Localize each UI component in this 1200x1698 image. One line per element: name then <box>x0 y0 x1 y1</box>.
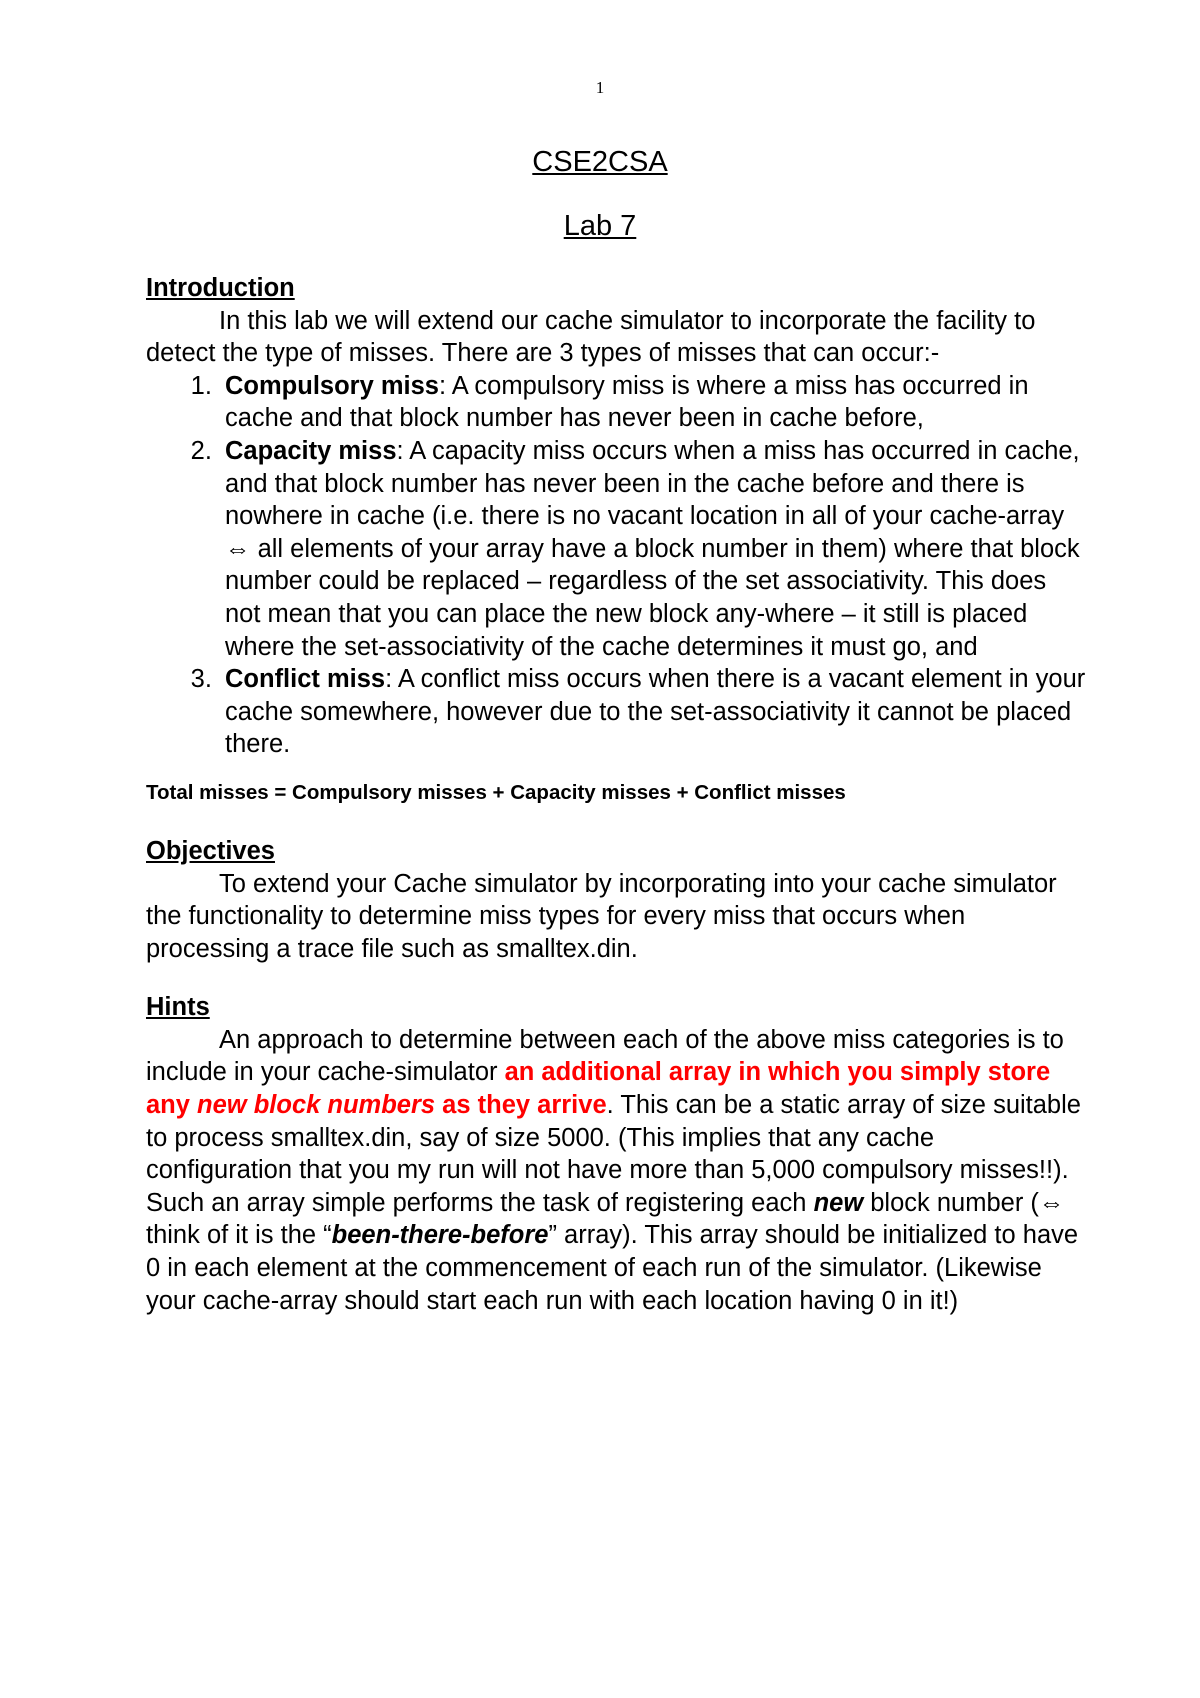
course-title: CSE2CSA <box>532 146 668 178</box>
hints-red-italic: new block numbers <box>197 1091 436 1120</box>
lab-title: Lab 7 <box>563 210 637 242</box>
objectives-paragraph: To extend your Cache simulator by incorporating into your cache simulator the functionality to determine miss types for every miss that occurs when processing a trace file such as smalltex.din. <box>146 869 1057 963</box>
hints-red-2: as they arrive <box>435 1091 607 1120</box>
hints-red-1: an additional array in which you simply store any <box>146 1058 1051 1120</box>
conflict-text: : A conflict miss occurs when there is a vacant element in your cache somewhere, however due to the set-associativity it cannot be placed there. <box>225 665 1086 759</box>
hints-paragraph <box>146 1024 1086 1317</box>
objectives-heading: Objectives <box>146 836 275 865</box>
list-item-conflict <box>219 663 1086 761</box>
compulsory-text: : A compulsory miss is where a miss has occurred in cache and that block number has never been in cache before, <box>225 371 1029 433</box>
list-item-compulsory <box>219 370 1086 435</box>
hints-text-1: An approach to determine between each of the above miss categories is to include in your cache-simulator <box>146 1025 1064 1087</box>
introduction-heading: Introduction <box>146 274 295 302</box>
introduction-paragraph: In this lab we will extend our cache simulator to incorporate the facility to detect the type of misses. There are 3 types of misses that can occur:- <box>146 306 1036 368</box>
capacity-term: Capacity miss <box>225 436 397 465</box>
document-body <box>146 272 1086 1317</box>
capacity-text: : A capacity miss occurs when a miss has occurred in cache, and that block number has never been in the cache before and there is nowhere in cache (i.e. there is no vacant location in all of your cache-array ⇔ all elements of your array have a block number in them) where that block number could be replaced – regardless of the set associativity. This does not mean that you can place the new block any-where – it still is placed where the set-associativity of the cache determines it must go, and <box>225 436 1080 661</box>
total-misses-formula: Total misses = Compulsory misses + Capacity misses + Conflict misses <box>146 780 846 804</box>
page-number: 1 <box>595 78 605 97</box>
hints-been-there-before: been-there-before <box>331 1221 549 1250</box>
compulsory-term: Compulsory miss <box>225 371 439 400</box>
hints-heading: Hints <box>146 993 210 1022</box>
miss-types-list <box>146 370 1086 761</box>
hints-text-3: block number (⇔ think of it is the “ <box>146 1188 1065 1250</box>
hints-text-4: ” array). This array should be initialized to have 0 in each element at the commencement of each run of the simulator. (Likewise your cache-array should start each run with each location having 0 in it!) <box>146 1221 1079 1315</box>
hints-text-2: . This can be a static array of size suitable to process smalltex.din, say of size 5000. (This implies that any cache configuration that you my run will not have more than 5,000 compulsory misses!!). Such an array simple performs the task of registering each <box>146 1091 1081 1217</box>
conflict-term: Conflict miss <box>225 665 386 694</box>
list-item-capacity <box>219 435 1086 663</box>
hints-new-emphasis: new <box>813 1188 864 1217</box>
